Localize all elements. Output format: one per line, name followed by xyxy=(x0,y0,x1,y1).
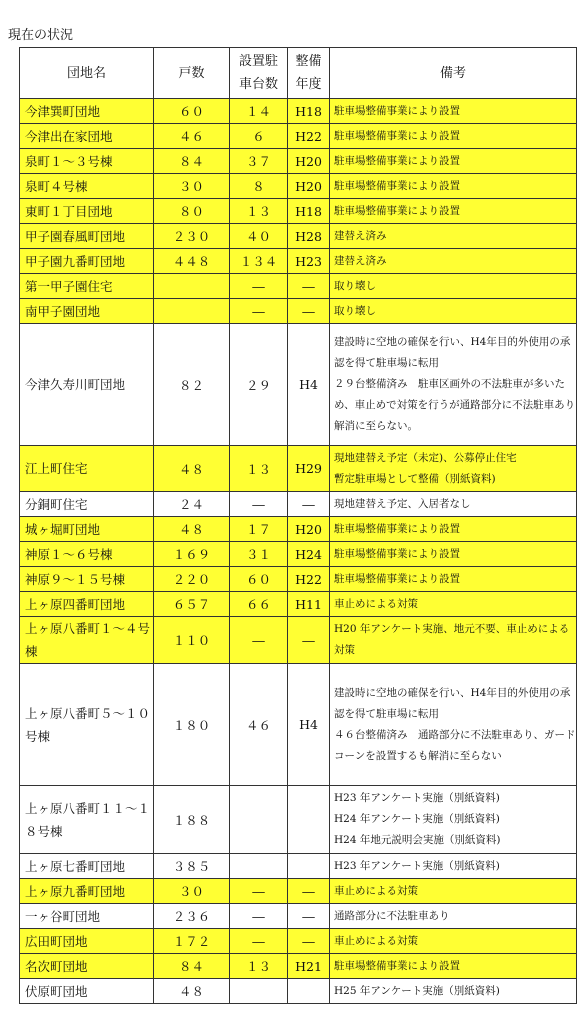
cell-remarks: 車止めによる対策 xyxy=(330,592,577,617)
cell-remarks: 駐車場整備事業により設置 xyxy=(330,567,577,592)
cell-units: ４４８ xyxy=(154,249,230,274)
cell-remarks: 駐車場整備事業により設置 xyxy=(330,517,577,542)
cell-name: 分銅町住宅 xyxy=(20,492,154,517)
cell-units xyxy=(154,299,230,324)
cell-name: 神原９～１５号棟 xyxy=(20,567,154,592)
cell-units: ３８５ xyxy=(154,854,230,879)
cell-year xyxy=(288,854,330,879)
table-body xyxy=(20,99,577,1004)
cell-parking: ６０ xyxy=(230,567,288,592)
cell-remarks: 駐車場整備事業により設置 xyxy=(330,954,577,979)
cell-remarks: 通路部分に不法駐車あり xyxy=(330,904,577,929)
cell-remarks: 駐車場整備事業により設置 xyxy=(330,199,577,224)
cell-parking: ６６ xyxy=(230,592,288,617)
cell-remarks: 駐車場整備事業により設置 xyxy=(330,99,577,124)
cell-name: 今津出在家団地 xyxy=(20,124,154,149)
cell-year: H11 xyxy=(288,592,330,617)
cell-units: ８４ xyxy=(154,954,230,979)
cell-year: ― xyxy=(288,617,330,664)
cell-name: 東町１丁目団地 xyxy=(20,199,154,224)
cell-name: 南甲子園団地 xyxy=(20,299,154,324)
table-row xyxy=(20,592,577,617)
cell-remarks: 車止めによる対策 xyxy=(330,879,577,904)
cell-year xyxy=(288,979,330,1004)
cell-remarks: 駐車場整備事業により設置 xyxy=(330,174,577,199)
cell-remarks: 取り壊し xyxy=(330,299,577,324)
cell-parking: ４６ xyxy=(230,664,288,786)
table-row xyxy=(20,979,577,1004)
cell-parking: １３ xyxy=(230,446,288,492)
cell-name: 上ヶ原八番町１～４号棟 xyxy=(20,617,154,664)
cell-units: ２２０ xyxy=(154,567,230,592)
table-row xyxy=(20,542,577,567)
table-row xyxy=(20,954,577,979)
table-row xyxy=(20,929,577,954)
cell-remarks: 建設時に空地の確保を行い、H4年目的外使用の承認を得て駐車場に転用 ４６台整備済み 通路部分に不法駐車あり、ガードコーンを設置するも解消に至らない xyxy=(330,664,577,786)
cell-parking: ― xyxy=(230,492,288,517)
cell-parking: １３ xyxy=(230,199,288,224)
cell-parking: ２９ xyxy=(230,324,288,446)
cell-year: ― xyxy=(288,879,330,904)
header-name: 団地名 xyxy=(20,48,154,99)
table-row xyxy=(20,274,577,299)
cell-remarks: 現地建替え予定、入居者なし xyxy=(330,492,577,517)
cell-units: ２３０ xyxy=(154,224,230,249)
cell-parking: ６ xyxy=(230,124,288,149)
cell-remarks: H20 年アンケート実施、地元不要、車止めによる対策 xyxy=(330,617,577,664)
cell-remarks: 駐車場整備事業により設置 xyxy=(330,149,577,174)
table-row xyxy=(20,879,577,904)
cell-name: 泉町１～３号棟 xyxy=(20,149,154,174)
cell-units: １８８ xyxy=(154,786,230,854)
cell-remarks: H23 年アンケート実施（別紙資料) xyxy=(330,854,577,879)
cell-name: 甲子園春風町団地 xyxy=(20,224,154,249)
cell-units: ４８ xyxy=(154,517,230,542)
cell-name: 上ヶ原四番町団地 xyxy=(20,592,154,617)
cell-name: 名次町団地 xyxy=(20,954,154,979)
cell-year: H20 xyxy=(288,517,330,542)
cell-remarks: H23 年アンケート実施（別紙資料) H24 年アンケート実施（別紙資料) H24 年地元説明会実施（別紙資料) xyxy=(330,786,577,854)
table-row xyxy=(20,99,577,124)
cell-units xyxy=(154,274,230,299)
cell-year: H22 xyxy=(288,567,330,592)
table-row xyxy=(20,124,577,149)
cell-units: ２３６ xyxy=(154,904,230,929)
page-title: 現在の状況 xyxy=(8,28,74,43)
cell-remarks: 駐車場整備事業により設置 xyxy=(330,124,577,149)
cell-remarks: 取り壊し xyxy=(330,274,577,299)
table-row xyxy=(20,492,577,517)
cell-year: ― xyxy=(288,299,330,324)
cell-units: １６９ xyxy=(154,542,230,567)
cell-year: H29 xyxy=(288,446,330,492)
header-remarks: 備考 xyxy=(330,48,577,99)
table-row xyxy=(20,446,577,492)
cell-parking: ３１ xyxy=(230,542,288,567)
cell-parking: ８ xyxy=(230,174,288,199)
cell-parking xyxy=(230,854,288,879)
cell-remarks: 建替え済み xyxy=(330,224,577,249)
table-row xyxy=(20,664,577,786)
cell-name: 甲子園九番町団地 xyxy=(20,249,154,274)
cell-parking: １３４ xyxy=(230,249,288,274)
cell-units: ３０ xyxy=(154,879,230,904)
cell-parking: ― xyxy=(230,617,288,664)
cell-name: 一ヶ谷町団地 xyxy=(20,904,154,929)
cell-year: H18 xyxy=(288,99,330,124)
cell-year: H21 xyxy=(288,954,330,979)
cell-parking: ― xyxy=(230,299,288,324)
cell-year: H18 xyxy=(288,199,330,224)
cell-parking xyxy=(230,979,288,1004)
cell-parking: ４０ xyxy=(230,224,288,249)
cell-units: ４８ xyxy=(154,446,230,492)
cell-year: H28 xyxy=(288,224,330,249)
table-row xyxy=(20,149,577,174)
cell-name: 上ヶ原七番町団地 xyxy=(20,854,154,879)
cell-name: 第一甲子園住宅 xyxy=(20,274,154,299)
table-row xyxy=(20,249,577,274)
header-parking: 設置駐 車台数 xyxy=(230,48,288,99)
cell-year: H22 xyxy=(288,124,330,149)
cell-year xyxy=(288,786,330,854)
table-row xyxy=(20,324,577,446)
cell-name: 今津久寿川町団地 xyxy=(20,324,154,446)
cell-parking: １７ xyxy=(230,517,288,542)
cell-name: 江上町住宅 xyxy=(20,446,154,492)
cell-remarks: 建設時に空地の確保を行い、H4年目的外使用の承認を得て駐車場に転用 ２９台整備済み 駐車区画外の不法駐車が多いため、車止めで対策を行うが通路部分に不法駐車あり解消に至らない。 xyxy=(330,324,577,446)
cell-parking: ― xyxy=(230,929,288,954)
cell-parking: ― xyxy=(230,274,288,299)
cell-units: ６０ xyxy=(154,99,230,124)
cell-year: ― xyxy=(288,274,330,299)
table-row xyxy=(20,617,577,664)
cell-year: H4 xyxy=(288,324,330,446)
table-row xyxy=(20,224,577,249)
cell-units: １１０ xyxy=(154,617,230,664)
cell-units: ８０ xyxy=(154,199,230,224)
table-row xyxy=(20,517,577,542)
cell-name: 今津巽町団地 xyxy=(20,99,154,124)
cell-name: 神原１～６号棟 xyxy=(20,542,154,567)
status-table xyxy=(19,47,577,1004)
table-header-row xyxy=(20,48,577,99)
header-year: 整備 年度 xyxy=(288,48,330,99)
table-row xyxy=(20,199,577,224)
cell-units: ２４ xyxy=(154,492,230,517)
cell-parking: ― xyxy=(230,904,288,929)
table-row xyxy=(20,299,577,324)
cell-units: ４８ xyxy=(154,979,230,1004)
table-row xyxy=(20,174,577,199)
cell-remarks: 駐車場整備事業により設置 xyxy=(330,542,577,567)
cell-year: H20 xyxy=(288,174,330,199)
cell-parking: ３７ xyxy=(230,149,288,174)
cell-remarks: H25 年アンケート実施（別紙資料) xyxy=(330,979,577,1004)
cell-name: 上ヶ原八番町１１～１８号棟 xyxy=(20,786,154,854)
table-row xyxy=(20,786,577,854)
cell-parking: １４ xyxy=(230,99,288,124)
cell-units: ３０ xyxy=(154,174,230,199)
cell-remarks: 車止めによる対策 xyxy=(330,929,577,954)
cell-units: ８４ xyxy=(154,149,230,174)
cell-year: ― xyxy=(288,904,330,929)
cell-name: 城ヶ堀町団地 xyxy=(20,517,154,542)
cell-units: ６５７ xyxy=(154,592,230,617)
cell-name: 上ヶ原八番町５～１０号棟 xyxy=(20,664,154,786)
cell-year: H23 xyxy=(288,249,330,274)
cell-units: ８２ xyxy=(154,324,230,446)
cell-parking: １３ xyxy=(230,954,288,979)
cell-year: ― xyxy=(288,492,330,517)
cell-units: ４６ xyxy=(154,124,230,149)
cell-year: H24 xyxy=(288,542,330,567)
cell-parking: ― xyxy=(230,879,288,904)
cell-parking xyxy=(230,786,288,854)
cell-remarks: 建替え済み xyxy=(330,249,577,274)
cell-name: 泉町４号棟 xyxy=(20,174,154,199)
table-row xyxy=(20,904,577,929)
cell-year: ― xyxy=(288,929,330,954)
cell-year: H20 xyxy=(288,149,330,174)
table-row xyxy=(20,854,577,879)
table-row xyxy=(20,567,577,592)
header-units: 戸数 xyxy=(154,48,230,99)
cell-units: １７２ xyxy=(154,929,230,954)
cell-units: １８０ xyxy=(154,664,230,786)
cell-year: H4 xyxy=(288,664,330,786)
cell-name: 上ヶ原九番町団地 xyxy=(20,879,154,904)
cell-name: 広田町団地 xyxy=(20,929,154,954)
cell-remarks: 現地建替え予定（未定)、公募停止住宅 暫定駐車場として整備（別紙資料) xyxy=(330,446,577,492)
cell-name: 伏原町団地 xyxy=(20,979,154,1004)
